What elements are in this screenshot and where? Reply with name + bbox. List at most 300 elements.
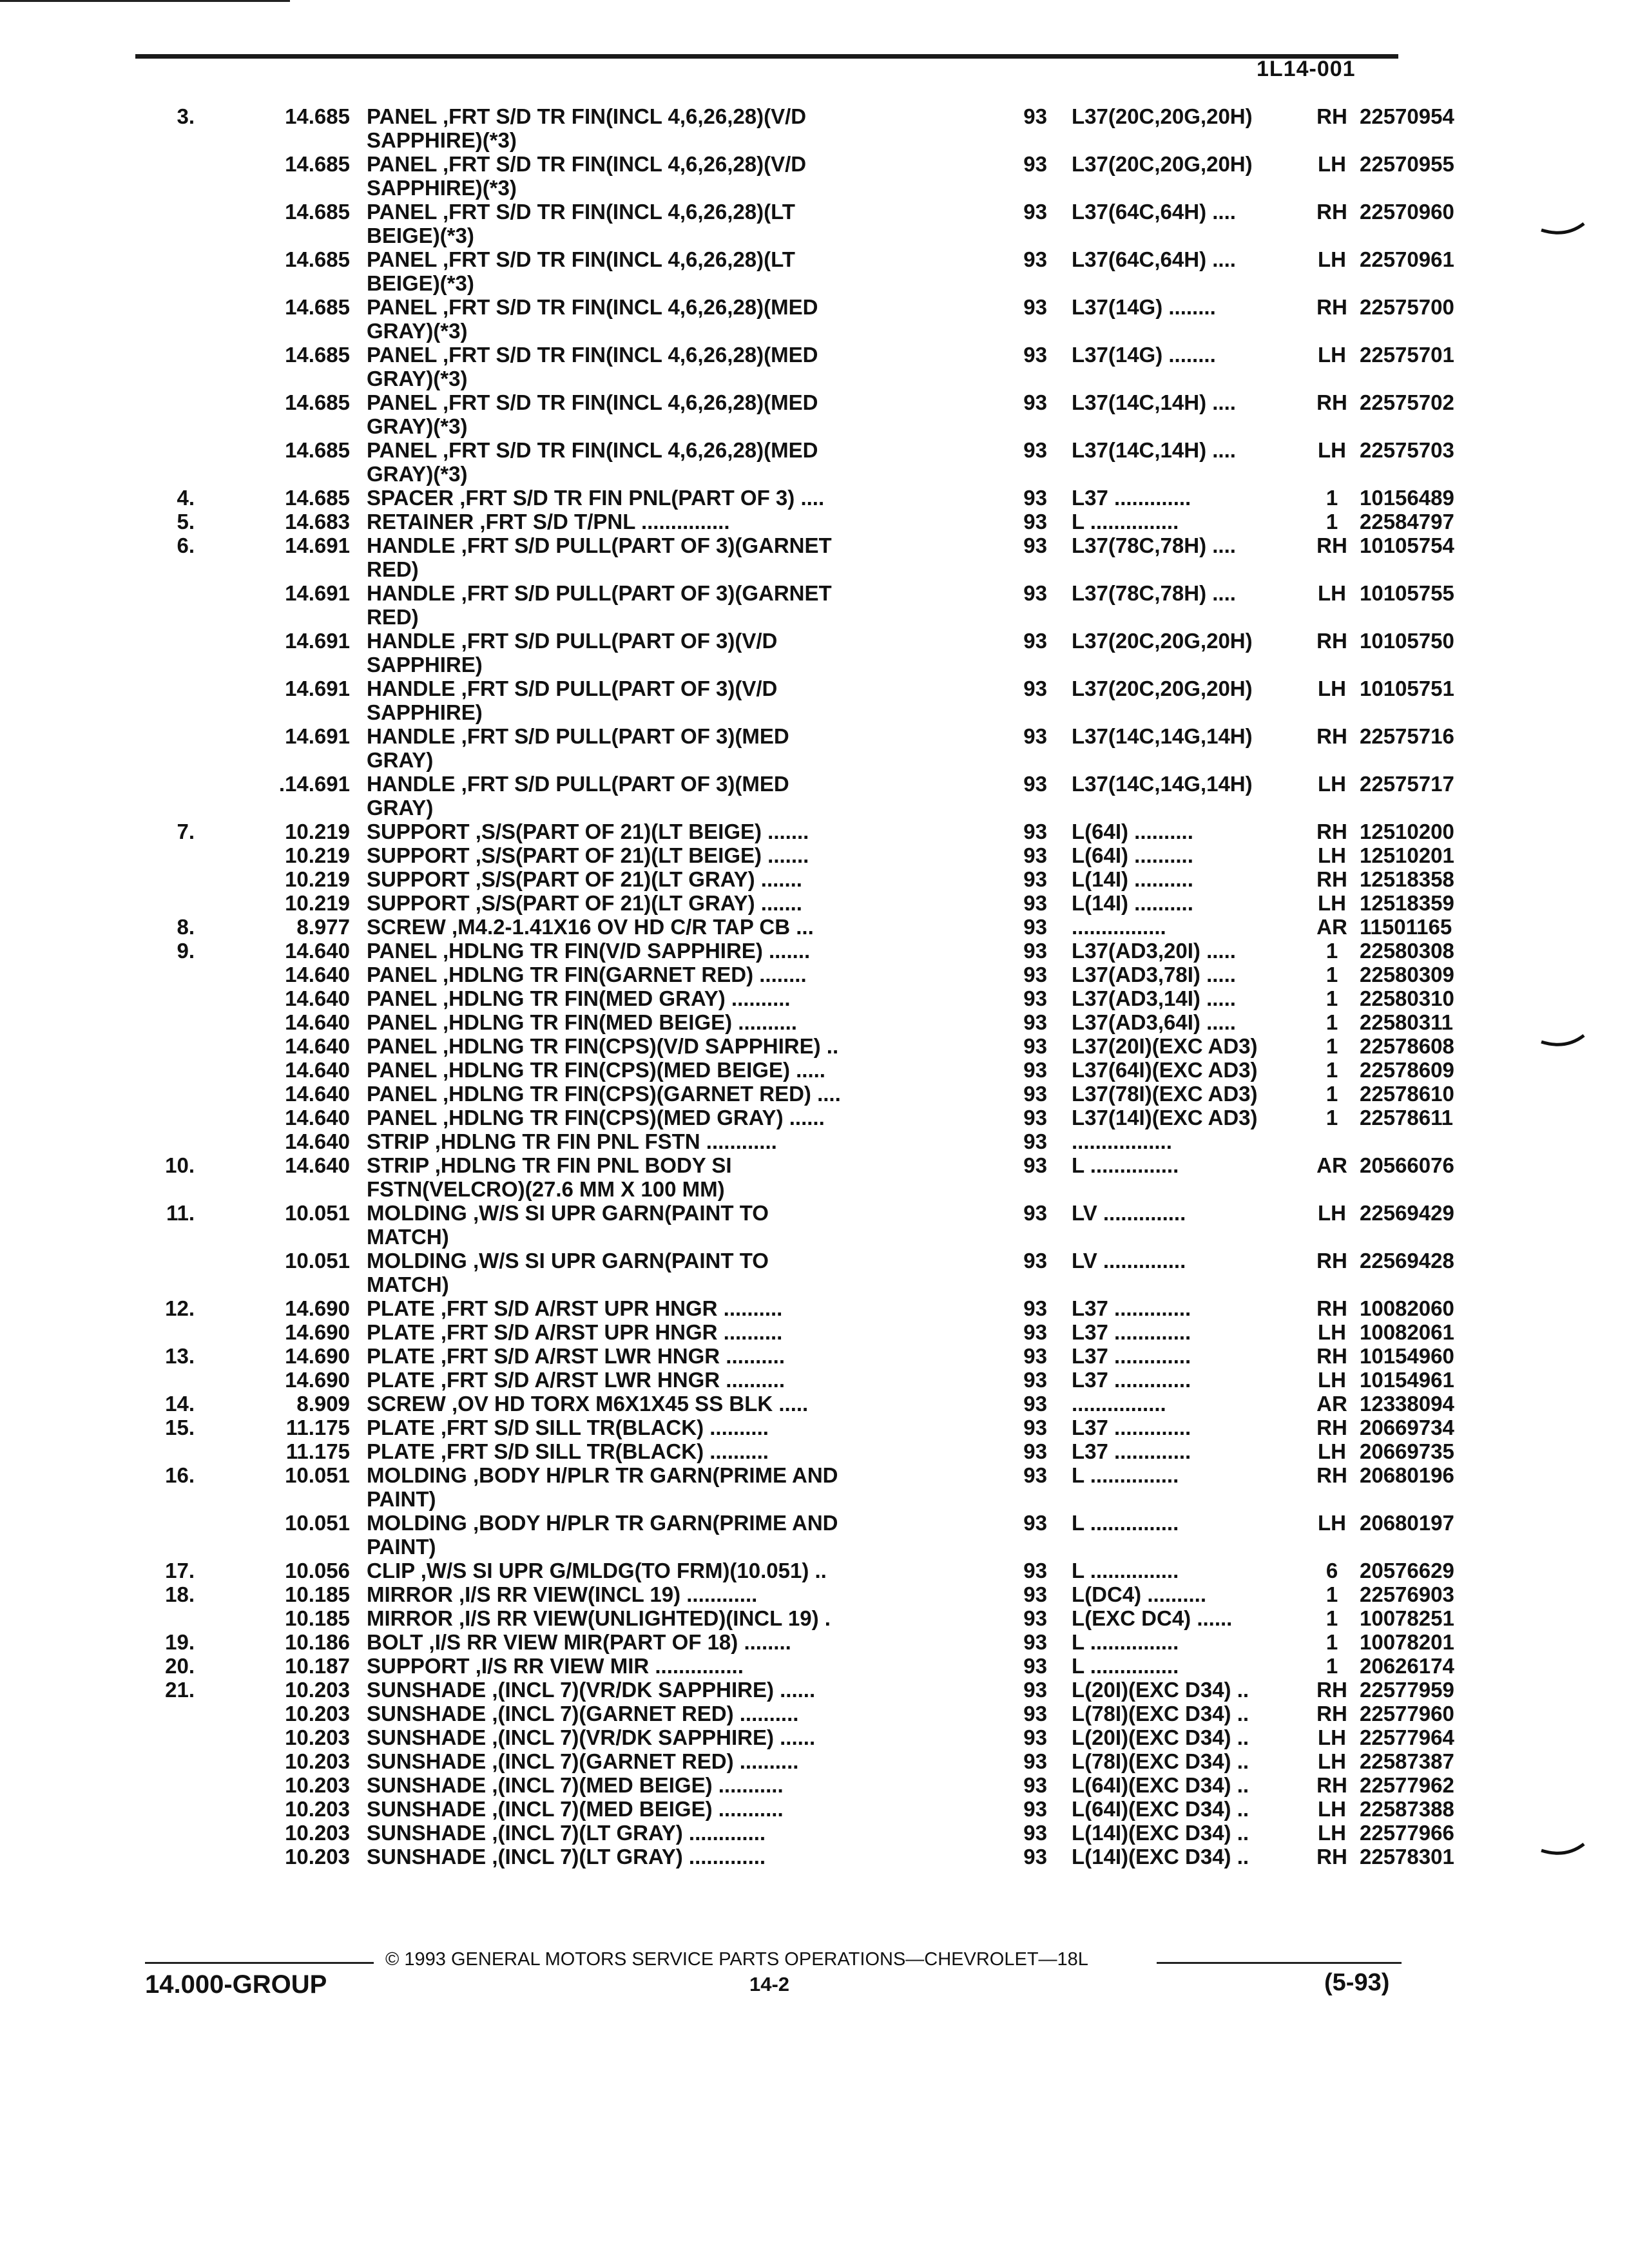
group-number: 14.685 <box>285 152 350 176</box>
part-description <box>364 1511 996 1559</box>
part-description <box>364 891 996 915</box>
table-row <box>0 629 1629 677</box>
group-number: 14.690 <box>285 1344 350 1368</box>
quantity <box>1309 1129 1354 1153</box>
part-number: 22577959 <box>1360 1678 1454 1702</box>
description-continuation: GRAY) <box>367 748 434 772</box>
item-number <box>0 986 206 1010</box>
part-number: 22575701 <box>1360 343 1454 367</box>
item-number: 6. <box>177 533 195 557</box>
description-line: PANEL ,HDLNG TR FIN(GARNET RED) ........ <box>367 963 807 986</box>
model-year: 93 <box>1023 724 1047 748</box>
description-continuation: MATCH) <box>367 1225 449 1249</box>
model-year: 93 <box>1023 200 1047 224</box>
group-number: 14.691 <box>285 677 350 700</box>
quantity: RH <box>1316 629 1347 653</box>
description-line: PANEL ,FRT S/D TR FIN(INCL 4,6,26,28)(LT <box>367 247 795 271</box>
option-codes: L(14I) .......... <box>1072 891 1193 915</box>
quantity: LH <box>1318 438 1346 462</box>
description-line: SUNSHADE ,(INCL 7)(VR/DK SAPPHIRE) ...... <box>367 1725 816 1749</box>
option-codes: L(20I)(EXC D34) .. <box>1072 1678 1249 1702</box>
model-year: 93 <box>1023 1368 1047 1392</box>
part-description <box>364 1821 996 1845</box>
model-year: 93 <box>1023 1392 1047 1416</box>
table-row <box>0 1320 1629 1344</box>
item-number <box>0 629 206 677</box>
part-number: 22580310 <box>1360 986 1454 1010</box>
table-row <box>0 343 1629 390</box>
part-number: 10082060 <box>1360 1296 1454 1320</box>
table-row <box>0 772 1629 820</box>
table-row <box>0 1654 1629 1678</box>
model-year: 93 <box>1023 1034 1047 1058</box>
item-number: 3. <box>177 104 195 128</box>
table-row <box>0 200 1629 247</box>
model-year: 93 <box>1023 1559 1047 1582</box>
description-line: STRIP ,HDLNG TR FIN PNL FSTN ............ <box>367 1129 777 1153</box>
group-number: 14.685 <box>285 343 350 367</box>
part-number: 11501165 <box>1360 915 1452 939</box>
model-year: 93 <box>1023 1582 1047 1606</box>
option-codes: L(78I)(EXC D34) .. <box>1072 1702 1249 1725</box>
item-number <box>0 1725 206 1749</box>
description-line: PANEL ,HDLNG TR FIN(CPS)(GARNET RED) .... <box>367 1082 841 1106</box>
option-codes: L37(14G) ........ <box>1072 295 1216 319</box>
description-line: PANEL ,HDLNG TR FIN(V/D SAPPHIRE) ....... <box>367 939 811 963</box>
part-number: 22578301 <box>1360 1845 1454 1869</box>
model-year: 93 <box>1023 891 1047 915</box>
group-number: 14.640 <box>285 986 350 1010</box>
part-description <box>364 200 996 247</box>
part-description <box>364 1320 996 1344</box>
table-row <box>0 1702 1629 1725</box>
item-number <box>0 1010 206 1034</box>
option-codes: L37 ............. <box>1072 1416 1191 1439</box>
description-line: PANEL ,FRT S/D TR FIN(INCL 4,6,26,28)(MED <box>367 295 818 319</box>
part-description <box>364 1773 996 1797</box>
option-codes: L37(AD3,78I) ..... <box>1072 963 1236 986</box>
description-line: SUNSHADE ,(INCL 7)(LT GRAY) ............. <box>367 1821 766 1845</box>
model-year: 93 <box>1023 1630 1047 1654</box>
model-year: 93 <box>1023 1058 1047 1082</box>
model-year: 93 <box>1023 390 1047 414</box>
part-description <box>364 1201 996 1249</box>
description-continuation: SAPPHIRE) <box>367 700 483 724</box>
group-number: 10.051 <box>285 1201 350 1225</box>
group-number: 10.219 <box>285 867 350 891</box>
part-description <box>364 1368 996 1392</box>
table-row <box>0 1249 1629 1296</box>
group-number: 10.219 <box>285 820 350 843</box>
part-description <box>364 1630 996 1654</box>
model-year: 93 <box>1023 1797 1047 1821</box>
table-row <box>0 510 1629 533</box>
option-codes: L(DC4) .......... <box>1072 1582 1207 1606</box>
part-number: 22580311 <box>1360 1010 1454 1034</box>
table-row <box>0 1058 1629 1082</box>
part-number: 20669735 <box>1360 1439 1454 1463</box>
group-number: 14.690 <box>285 1320 350 1344</box>
item-number <box>0 1797 206 1821</box>
table-row <box>0 1344 1629 1368</box>
part-description <box>364 1058 996 1082</box>
item-number <box>0 438 206 486</box>
item-number <box>0 1320 206 1344</box>
description-line: STRIP ,HDLNG TR FIN PNL BODY SI <box>367 1153 732 1177</box>
part-description <box>364 581 996 629</box>
part-number: 22584797 <box>1360 510 1454 533</box>
copyright-notice: © 1993 GENERAL MOTORS SERVICE PARTS OPERATIONS—CHEVROLET—18L <box>385 1949 1088 1970</box>
option-codes: L ............... <box>1072 1630 1179 1654</box>
item-number <box>0 1106 206 1129</box>
part-description <box>364 533 996 581</box>
part-number: 10105751 <box>1360 677 1454 700</box>
revision-date: (5-93) <box>1324 1969 1390 1996</box>
parts-list <box>0 104 1629 1869</box>
table-row <box>0 1368 1629 1392</box>
option-codes: L37(14C,14G,14H) <box>1072 724 1253 748</box>
part-description <box>364 1106 996 1129</box>
model-year: 93 <box>1023 1773 1047 1797</box>
group-number: 10.056 <box>285 1559 350 1582</box>
group-number: 14.640 <box>285 1129 350 1153</box>
model-year: 93 <box>1023 533 1047 557</box>
model-year: 93 <box>1023 1702 1047 1725</box>
part-number: 10154961 <box>1360 1368 1454 1392</box>
part-number: 20680196 <box>1360 1463 1454 1487</box>
description-line: HANDLE ,FRT S/D PULL(PART OF 3)(MED <box>367 724 789 748</box>
option-codes: L(64I) .......... <box>1072 843 1193 867</box>
part-number: 22577960 <box>1360 1702 1454 1725</box>
group-number: 10.203 <box>285 1749 350 1773</box>
table-row <box>0 1439 1629 1463</box>
table-row <box>0 1296 1629 1320</box>
part-number: 22578611 <box>1360 1106 1454 1129</box>
description-line: PANEL ,FRT S/D TR FIN(INCL 4,6,26,28)(V/D <box>367 104 807 128</box>
item-number <box>0 724 206 772</box>
description-line: SCREW ,M4.2-1.41X16 OV HD C/R TAP CB ... <box>367 915 814 939</box>
model-year: 93 <box>1023 247 1047 271</box>
table-row <box>0 1582 1629 1606</box>
model-year: 93 <box>1023 1678 1047 1702</box>
item-number: 4. <box>177 486 195 510</box>
group-number: 10.203 <box>285 1773 350 1797</box>
description-continuation: RED) <box>367 605 419 629</box>
model-year: 93 <box>1023 1845 1047 1869</box>
group-number: 10.051 <box>285 1463 350 1487</box>
model-year: 93 <box>1023 772 1047 796</box>
table-row <box>0 390 1629 438</box>
option-codes: L37(78I)(EXC AD3) <box>1072 1082 1258 1106</box>
part-description <box>364 1392 996 1416</box>
option-codes: L37(14C,14G,14H) <box>1072 772 1253 796</box>
table-row <box>0 152 1629 200</box>
part-description <box>364 724 996 772</box>
item-number: 16. <box>165 1463 195 1487</box>
option-codes: L37(64I)(EXC AD3) <box>1072 1058 1258 1082</box>
quantity: LH <box>1318 891 1346 915</box>
part-number: 12338094 <box>1360 1392 1454 1416</box>
part-number: 22570954 <box>1360 104 1454 128</box>
option-codes: L37 ............. <box>1072 1296 1191 1320</box>
quantity: 1 <box>1325 986 1338 1010</box>
item-number <box>0 1082 206 1106</box>
part-number: 22578610 <box>1360 1082 1454 1106</box>
item-number: 5. <box>177 510 195 533</box>
quantity: LH <box>1318 1201 1346 1225</box>
description-line: PLATE ,FRT S/D SILL TR(BLACK) .......... <box>367 1439 769 1463</box>
description-line: HANDLE ,FRT S/D PULL(PART OF 3)(V/D <box>367 677 778 700</box>
table-row <box>0 1392 1629 1416</box>
option-codes: L(20I)(EXC D34) .. <box>1072 1725 1249 1749</box>
quantity: RH <box>1316 104 1347 128</box>
description-continuation: SAPPHIRE)(*3) <box>367 176 517 200</box>
option-codes: L(14I)(EXC D34) .. <box>1072 1821 1249 1845</box>
item-number: 10. <box>165 1153 195 1177</box>
item-number <box>0 1702 206 1725</box>
table-row <box>0 1082 1629 1106</box>
part-number: 20680197 <box>1360 1511 1454 1535</box>
option-codes: L37(14C,14H) .... <box>1072 438 1236 462</box>
description-line: SUPPORT ,S/S(PART OF 21)(LT GRAY) ....... <box>367 867 802 891</box>
group-number: 14.685 <box>285 200 350 224</box>
model-year: 93 <box>1023 1439 1047 1463</box>
item-number <box>0 1439 206 1463</box>
table-row <box>0 486 1629 510</box>
option-codes: ................. <box>1072 1129 1172 1153</box>
model-year: 93 <box>1023 152 1047 176</box>
part-number: 22577962 <box>1360 1773 1454 1797</box>
description-line: MOLDING ,BODY H/PLR TR GARN(PRIME AND <box>367 1463 838 1487</box>
part-number: 12518358 <box>1360 867 1454 891</box>
description-line: SUNSHADE ,(INCL 7)(VR/DK SAPPHIRE) ...... <box>367 1678 816 1702</box>
option-codes: L37(64C,64H) .... <box>1072 247 1236 271</box>
part-description <box>364 939 996 963</box>
group-number: 14.691 <box>285 724 350 748</box>
margin-mark <box>1540 1034 1585 1050</box>
part-number: 20669734 <box>1360 1416 1454 1439</box>
part-description <box>364 486 996 510</box>
option-codes: L37(14I)(EXC AD3) <box>1072 1106 1258 1129</box>
part-number: 10105755 <box>1360 581 1454 605</box>
description-line: SUNSHADE ,(INCL 7)(MED BEIGE) ........... <box>367 1797 784 1821</box>
model-year: 93 <box>1023 486 1047 510</box>
part-description <box>364 1153 996 1201</box>
group-number: 14.640 <box>285 1106 350 1129</box>
group-number: 14.685 <box>285 295 350 319</box>
option-codes: L(EXC DC4) ...... <box>1072 1606 1233 1630</box>
quantity: LH <box>1318 1439 1346 1463</box>
description-line: MOLDING ,W/S SI UPR GARN(PAINT TO <box>367 1201 769 1225</box>
table-row <box>0 438 1629 486</box>
quantity: 1 <box>1325 1058 1338 1082</box>
table-row <box>0 1463 1629 1511</box>
quantity: 1 <box>1325 963 1338 986</box>
table-row <box>0 820 1629 843</box>
description-continuation: GRAY) <box>367 796 434 820</box>
model-year: 93 <box>1023 1106 1047 1129</box>
part-number: 22580308 <box>1360 939 1454 963</box>
table-row <box>0 295 1629 343</box>
group-number: 10.203 <box>285 1725 350 1749</box>
quantity: RH <box>1316 1249 1347 1273</box>
table-row <box>0 1416 1629 1439</box>
table-row <box>0 963 1629 986</box>
group-number: 14.683 <box>285 510 350 533</box>
table-row <box>0 1630 1629 1654</box>
description-line: CLIP ,W/S SI UPR G/MLDG(TO FRM)(10.051) .. <box>367 1559 827 1582</box>
description-continuation: RED) <box>367 557 419 581</box>
quantity: LH <box>1318 1749 1346 1773</box>
part-description <box>364 1845 996 1869</box>
part-description <box>364 772 996 820</box>
part-description <box>364 1678 996 1702</box>
item-number: 21. <box>165 1678 195 1702</box>
option-codes: L37(78C,78H) .... <box>1072 581 1236 605</box>
description-line: SUNSHADE ,(INCL 7)(GARNET RED) .......... <box>367 1749 799 1773</box>
group-number: 10.187 <box>285 1654 350 1678</box>
model-year: 93 <box>1023 843 1047 867</box>
table-row <box>0 104 1629 152</box>
group-number: 10.185 <box>285 1582 350 1606</box>
quantity: LH <box>1318 843 1346 867</box>
group-number: 14.691 <box>285 581 350 605</box>
table-row <box>0 1821 1629 1845</box>
item-number: 12. <box>165 1296 195 1320</box>
group-number: 10.185 <box>285 1606 350 1630</box>
quantity: LH <box>1318 152 1346 176</box>
item-number <box>0 1249 206 1296</box>
description-line: PANEL ,FRT S/D TR FIN(INCL 4,6,26,28)(MED <box>367 390 818 414</box>
quantity: LH <box>1318 1320 1346 1344</box>
model-year: 93 <box>1023 1606 1047 1630</box>
option-codes: L(14I) .......... <box>1072 867 1193 891</box>
item-number <box>0 1773 206 1797</box>
group-number: 14.640 <box>285 1058 350 1082</box>
part-number: 22578609 <box>1360 1058 1454 1082</box>
option-codes: L37 ............. <box>1072 486 1191 510</box>
model-year: 93 <box>1023 1463 1047 1487</box>
group-number: 10.051 <box>285 1511 350 1535</box>
quantity: AR <box>1316 1392 1347 1416</box>
description-line: PANEL ,FRT S/D TR FIN(INCL 4,6,26,28)(LT <box>367 200 795 224</box>
description-continuation: MATCH) <box>367 1273 449 1296</box>
part-number: 20626174 <box>1360 1654 1454 1678</box>
table-row <box>0 891 1629 915</box>
quantity: AR <box>1316 1153 1347 1177</box>
option-codes: L37(20C,20G,20H) <box>1072 677 1253 700</box>
top-edge-line <box>0 0 290 2</box>
item-number: 8. <box>177 915 195 939</box>
description-line: PANEL ,HDLNG TR FIN(MED BEIGE) .......... <box>367 1010 797 1034</box>
description-continuation: GRAY)(*3) <box>367 319 468 343</box>
description-line: SUNSHADE ,(INCL 7)(MED BEIGE) ........... <box>367 1773 784 1797</box>
part-number: 22575702 <box>1360 390 1454 414</box>
item-number <box>0 390 206 438</box>
option-codes: L37(20C,20G,20H) <box>1072 104 1253 128</box>
description-line: RETAINER ,FRT S/D T/PNL ............... <box>367 510 730 533</box>
part-description <box>364 152 996 200</box>
part-description <box>364 104 996 152</box>
quantity: RH <box>1316 1344 1347 1368</box>
item-number <box>0 1845 206 1869</box>
quantity: 1 <box>1325 1654 1338 1678</box>
footer-rule-left <box>145 1962 374 1964</box>
description-line: PANEL ,FRT S/D TR FIN(INCL 4,6,26,28)(V/D <box>367 152 807 176</box>
quantity: LH <box>1318 1797 1346 1821</box>
quantity: LH <box>1318 1511 1346 1535</box>
description-line: SUPPORT ,I/S RR VIEW MIR ............... <box>367 1654 744 1678</box>
quantity: LH <box>1318 1725 1346 1749</box>
model-year: 93 <box>1023 295 1047 319</box>
option-codes: L37(AD3,14I) ..... <box>1072 986 1236 1010</box>
option-codes: LV .............. <box>1072 1201 1186 1225</box>
table-row <box>0 1034 1629 1058</box>
option-codes: L37(78C,78H) .... <box>1072 533 1236 557</box>
part-description <box>364 1416 996 1439</box>
group-number: 14.685 <box>285 247 350 271</box>
group-number: 10.051 <box>285 1249 350 1273</box>
part-description <box>364 915 996 939</box>
description-line: MOLDING ,W/S SI UPR GARN(PAINT TO <box>367 1249 769 1273</box>
item-number: 20. <box>165 1654 195 1678</box>
option-codes: L37(20C,20G,20H) <box>1072 152 1253 176</box>
group-number: 11.175 <box>285 1416 350 1439</box>
description-continuation: PAINT) <box>367 1535 436 1559</box>
model-year: 93 <box>1023 438 1047 462</box>
description-line: MIRROR ,I/S RR VIEW(INCL 19) ............ <box>367 1582 758 1606</box>
quantity: LH <box>1318 343 1346 367</box>
table-row <box>0 986 1629 1010</box>
model-year: 93 <box>1023 1201 1047 1225</box>
description-line: HANDLE ,FRT S/D PULL(PART OF 3)(GARNET <box>367 533 832 557</box>
part-description <box>364 1034 996 1058</box>
quantity: LH <box>1318 772 1346 796</box>
option-codes: L37 ............. <box>1072 1320 1191 1344</box>
group-number: 14.640 <box>285 1010 350 1034</box>
part-description <box>364 247 996 295</box>
part-description <box>364 1702 996 1725</box>
footer-rule-right <box>1157 1962 1402 1964</box>
description-line: PANEL ,HDLNG TR FIN(MED GRAY) .......... <box>367 986 791 1010</box>
description-continuation: GRAY)(*3) <box>367 414 468 438</box>
group-number: .14.691 <box>278 772 350 796</box>
table-row <box>0 1201 1629 1249</box>
model-year: 93 <box>1023 581 1047 605</box>
quantity: RH <box>1316 1678 1347 1702</box>
description-line: PLATE ,FRT S/D A/RST UPR HNGR .......... <box>367 1296 783 1320</box>
option-codes: L ............... <box>1072 1511 1179 1535</box>
description-continuation: PAINT) <box>367 1487 436 1511</box>
model-year: 93 <box>1023 1296 1047 1320</box>
quantity: RH <box>1316 867 1347 891</box>
item-number <box>0 867 206 891</box>
group-number: 14.685 <box>285 438 350 462</box>
option-codes: ................ <box>1072 915 1166 939</box>
item-number: 14. <box>165 1392 195 1416</box>
part-number: 10082061 <box>1360 1320 1454 1344</box>
quantity: 1 <box>1325 939 1338 963</box>
model-year: 93 <box>1023 820 1047 843</box>
group-number: 14.690 <box>285 1296 350 1320</box>
group-number: 14.685 <box>285 390 350 414</box>
page-number: 14-2 <box>749 1973 790 1995</box>
part-number: 22587387 <box>1360 1749 1454 1773</box>
quantity: 6 <box>1325 1559 1338 1582</box>
table-row <box>0 939 1629 963</box>
model-year: 93 <box>1023 963 1047 986</box>
part-number: 22575717 <box>1360 772 1454 796</box>
